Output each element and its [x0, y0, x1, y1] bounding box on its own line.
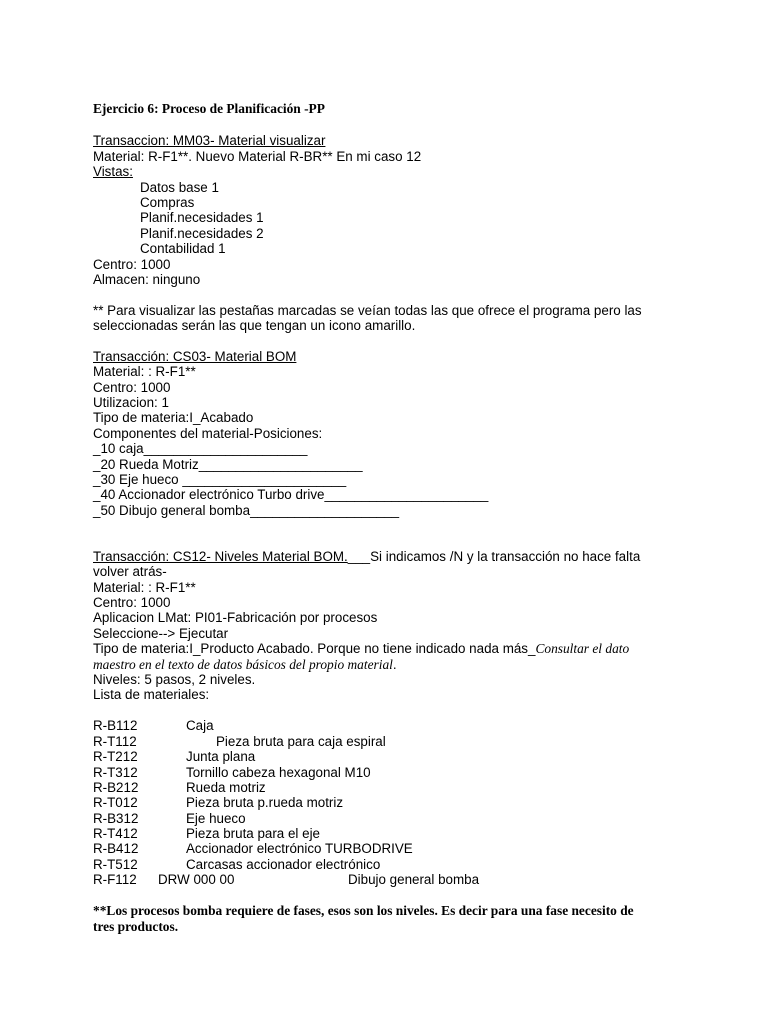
vista-item: Contabilidad 1	[140, 241, 226, 256]
footer-note: **Los procesos bomba requiere de fases, esos son los niveles. Es decir para una fase necesito de	[93, 903, 634, 918]
cs12-heading-line	[93, 549, 640, 564]
material-code: R-T512	[93, 857, 138, 872]
material-desc: Junta plana	[186, 749, 256, 764]
position-item: _50 Dibujo general bomba____________________	[93, 503, 400, 518]
tipo-text: Tipo de materia:I_Producto Acabado. Porque no tiene indicado nada más_	[93, 641, 536, 656]
cs12-line: volver atrás-	[93, 564, 167, 579]
cs12-heading-tail: ___Si indicamos /N y la transacción no hace falta	[347, 549, 641, 564]
material-desc: Pieza bruta para el eje	[186, 826, 320, 841]
material-desc: Rueda motriz	[186, 780, 266, 795]
niveles-line: Niveles: 5 pasos, 2 niveles.	[93, 672, 256, 687]
footer-note: tres productos.	[93, 919, 179, 934]
cs12-line: Material: : R-F1**	[93, 580, 196, 595]
vista-item: Datos base 1	[140, 180, 219, 195]
material-code: R-T412	[93, 826, 138, 841]
mm03-centro: Centro: 1000	[93, 257, 171, 272]
cs03-line: Utilizacion: 1	[93, 395, 169, 410]
material-code: R-F112	[93, 872, 137, 887]
cs12-line: Seleccione--> Ejecutar	[93, 626, 229, 641]
material-desc: Pieza bruta para caja espiral	[216, 734, 386, 749]
material-code: R-B112	[93, 718, 138, 733]
material-code: R-T312	[93, 765, 138, 780]
vista-item: Planif.necesidades 2	[140, 226, 264, 241]
position-item: _20 Rueda Motriz______________________	[93, 457, 363, 472]
vista-item: Planif.necesidades 1	[140, 210, 264, 225]
position-item: _10 caja______________________	[93, 441, 308, 456]
cs12-line: Centro: 1000	[93, 595, 171, 610]
material-code: R-B312	[93, 811, 139, 826]
mm03-almacen: Almacen: ninguno	[93, 272, 201, 287]
cs12-heading: Transacción: CS12- Niveles Material BOM.	[93, 549, 348, 564]
note-line: seleccionadas serán las que tengan un icono amarillo.	[93, 318, 416, 333]
cs03-line: Centro: 1000	[93, 380, 171, 395]
material-desc: Carcasas accionador electrónico	[186, 857, 381, 872]
lista-label: Lista de materiales:	[93, 687, 210, 702]
material-doc: DRW 000 00	[158, 872, 235, 887]
material-code: R-T012	[93, 795, 138, 810]
material-desc: Accionador electrónico TURBODRIVE	[186, 841, 413, 856]
position-item: _40 Accionador electrónico Turbo drive______________________	[93, 487, 489, 502]
cs03-line: Componentes del material-Posiciones:	[93, 426, 323, 441]
cs12-line: Aplicacion LMat: PI01-Fabricación por procesos	[93, 610, 378, 625]
tipo-italic: maestro en el texto de datos básicos del propio material	[93, 657, 393, 672]
page-title: Ejercicio 6: Proceso de Planificación -PP	[93, 101, 325, 116]
tipo-end: .	[392, 657, 397, 672]
tipo-line-2	[93, 657, 397, 672]
cs03-line: Material: : R-F1**	[93, 364, 196, 379]
tipo-italic: Consultar el dato	[535, 641, 630, 656]
material-desc: Dibujo general bomba	[348, 872, 480, 887]
vista-item: Compras	[140, 195, 195, 210]
cs03-line: Tipo de materia:I_Acabado	[93, 410, 254, 425]
tipo-line	[93, 641, 629, 656]
material-code: R-T212	[93, 749, 138, 764]
mm03-heading: Transaccion: MM03- Material visualizar	[93, 133, 326, 148]
material-code: R-T112	[93, 734, 137, 749]
material-desc: Caja	[186, 718, 214, 733]
cs03-heading: Transacción: CS03- Material BOM	[93, 349, 297, 364]
vistas-label: Vistas:	[93, 164, 133, 179]
material-code: R-B212	[93, 780, 139, 795]
material-desc: Eje hueco	[186, 811, 246, 826]
note-line: ** Para visualizar las pestañas marcadas se veían todas las que ofrece el programa pero las	[93, 303, 642, 318]
material-desc: Tornillo cabeza hexagonal M10	[186, 765, 371, 780]
material-desc: Pieza bruta p.rueda motriz	[186, 795, 344, 810]
mm03-material: Material: R-F1**. Nuevo Material R-BR** En mi caso 12	[93, 149, 422, 164]
position-item: _30 Eje hueco ______________________	[93, 472, 347, 487]
material-code: R-B412	[93, 841, 139, 856]
